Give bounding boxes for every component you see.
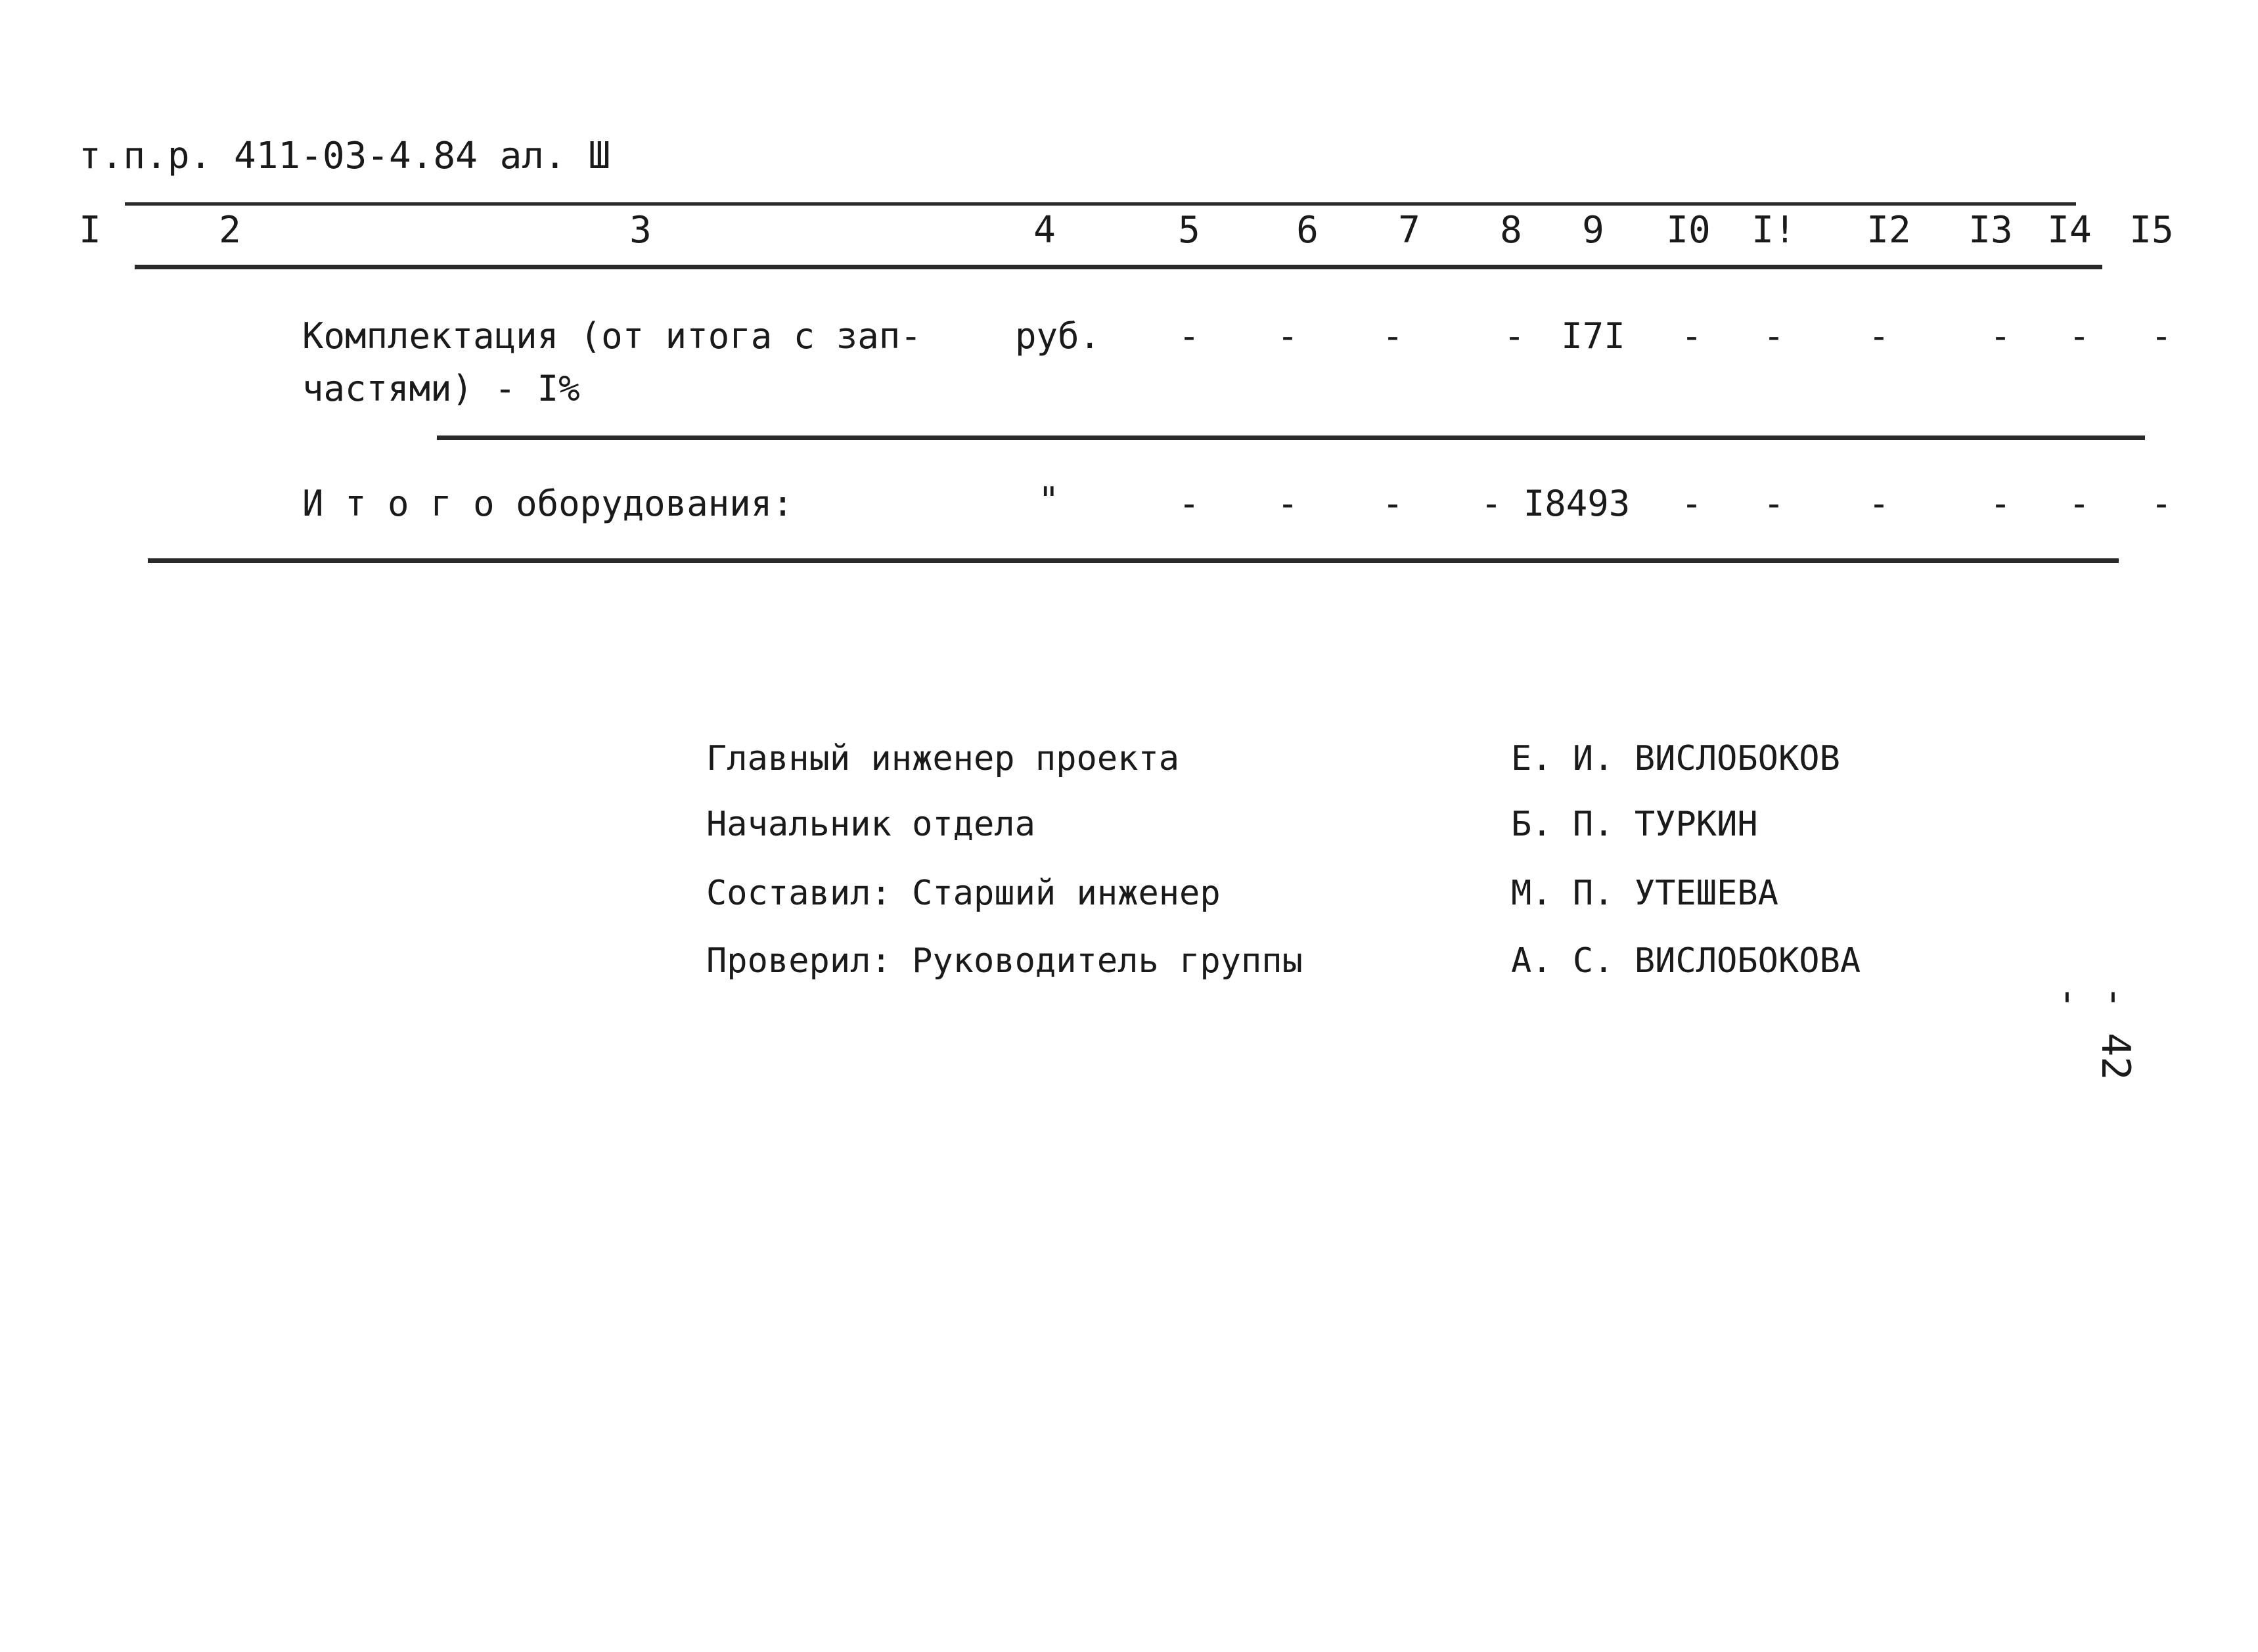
row-description: И т о г о оборудования: [302,483,794,524]
signature-name: А. С. ВИСЛОБОКОВА [1511,941,1861,981]
cell-col7: - [1382,483,1404,524]
cell-col8: - [1480,483,1502,524]
row-separator-rule [437,435,2145,440]
table-bottom-rule [148,558,2119,563]
column-number: 2 [219,209,241,252]
signature-name: М. П. УТЕШЕВА [1511,874,1778,913]
column-number: I [79,209,101,252]
cell-col12: - [1868,315,1890,357]
table-top-rule [125,202,2076,206]
column-number: 8 [1500,209,1522,252]
column-number: 4 [1033,209,1056,252]
cell-col10: - [1681,483,1703,524]
cell-col14: - [2068,315,2090,357]
cell-col9: I8493 [1523,483,1631,524]
column-number: I0 [1666,209,1711,252]
header-bottom-rule [135,265,2102,269]
signature-role: Главный инженер проекта [706,739,1180,778]
signature-role: Начальник отдела [706,805,1035,844]
cell-col5: - [1178,315,1200,357]
signature-role: Проверил: Руководитель группы [706,941,1303,981]
cell-col5: - [1178,483,1200,524]
cell-col8: - [1503,315,1525,357]
signature-role: Составил: Старший инженер [706,874,1221,913]
cell-col15: - [2150,315,2173,357]
row-description-continued: частями) - I% [302,368,580,409]
cell-col10: - [1681,315,1703,357]
signature-name: Е. И. ВИСЛОБОКОВ [1511,739,1840,778]
column-number: 3 [629,209,652,252]
row-unit: " [1038,480,1060,521]
column-number: I4 [2047,209,2092,252]
column-number: I5 [2129,209,2174,252]
column-number: 6 [1296,209,1319,252]
column-number: I! [1751,209,1796,252]
row-unit: руб. [1015,315,1101,357]
row-description: Комплектация (от итога с зап- [302,315,922,357]
column-number: 7 [1398,209,1420,252]
cell-col11: - [1763,315,1785,357]
cell-col13: - [1989,483,2012,524]
cell-col14: - [2068,483,2090,524]
cell-col9: I7I [1561,315,1625,357]
cell-col6: - [1276,483,1299,524]
cell-col6: - [1276,315,1299,357]
cell-col7: - [1382,315,1404,357]
cell-col11: - [1763,483,1785,524]
page-number: - 42 - [2046,985,2138,1081]
document-reference: т.п.р. 411-03-4.84 ал. Ш [79,135,611,177]
cell-col15: - [2150,483,2173,524]
cell-col13: - [1989,315,2012,357]
column-number: I3 [1968,209,2013,252]
column-number: I2 [1866,209,1911,252]
column-number: 9 [1582,209,1604,252]
signature-name: Б. П. ТУРКИН [1511,805,1758,844]
column-number: 5 [1178,209,1200,252]
cell-col12: - [1868,483,1890,524]
